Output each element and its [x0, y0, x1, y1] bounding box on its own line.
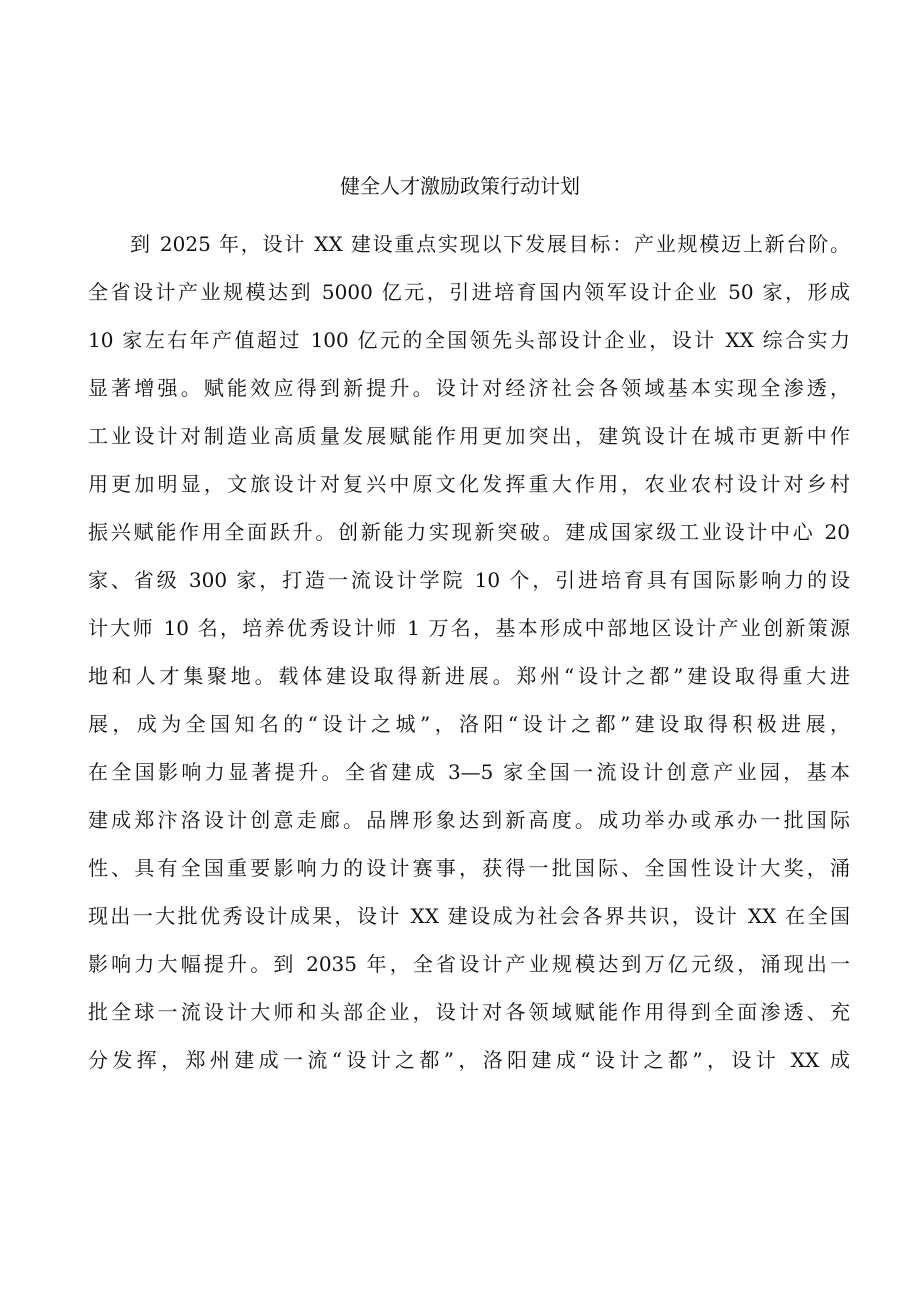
body-line: 显著增强。赋能效应得到新提升。设计对经济社会各领域基本实现全渗透， — [88, 376, 850, 400]
body-line: 用更加明显，文旅设计对复兴中原文化发挥重大作用，农业农村设计对乡村 — [88, 472, 850, 496]
body-line: 计大师 10 名，培养优秀设计师 1 万名，基本形成中部地区设计产业创新策源 — [88, 616, 850, 640]
body-line: 批全球一流设计大师和头部企业，设计对各领域赋能作用得到全面渗透、充 — [88, 1000, 850, 1024]
body-line: 到 2025 年，设计 XX 建设重点实现以下发展目标：产业规模迈上新台阶。 — [130, 232, 850, 256]
body-line: 在全国影响力显著提升。全省建成 3—5 家全国一流设计创意产业园，基本 — [88, 760, 850, 784]
body-line: 振兴赋能作用全面跃升。创新能力实现新突破。建成国家级工业设计中心 20 — [88, 520, 850, 544]
body-line: 影响力大幅提升。到 2035 年，全省设计产业规模达到万亿元级，涌现出一 — [88, 952, 850, 976]
body-line: 地和人才集聚地。载体建设取得新进展。郑州“设计之都”建设取得重大进 — [88, 664, 850, 688]
body-line: 建成郑汴洛设计创意走廊。品牌形象达到新高度。成功举办或承办一批国际 — [88, 808, 850, 832]
body-line: 家、省级 300 家，打造一流设计学院 10 个，引进培育具有国际影响力的设 — [88, 568, 850, 592]
body-line: 现出一大批优秀设计成果，设计 XX 建设成为社会各界共识，设计 XX 在全国 — [88, 904, 850, 928]
body-line: 全省设计产业规模达到 5000 亿元，引进培育国内领军设计企业 50 家，形成 — [88, 280, 850, 304]
body-line: 展，成为全国知名的“设计之城”，洛阳“设计之都”建设取得积极进展， — [88, 712, 850, 736]
body-line: 工业设计对制造业高质量发展赋能作用更加突出，建筑设计在城市更新中作 — [88, 424, 850, 448]
body-line: 性、具有全国重要影响力的设计赛事，获得一批国际、全国性设计大奖，涌 — [88, 856, 850, 880]
body-line: 分发挥，郑州建成一流“设计之都”，洛阳建成“设计之都”，设计 XX 成 — [88, 1048, 850, 1072]
document-title: 健全人才激励政策行动计划 — [340, 174, 580, 198]
body-line: 10 家左右年产值超过 100 亿元的全国领先头部设计企业，设计 XX 综合实力 — [88, 328, 850, 352]
